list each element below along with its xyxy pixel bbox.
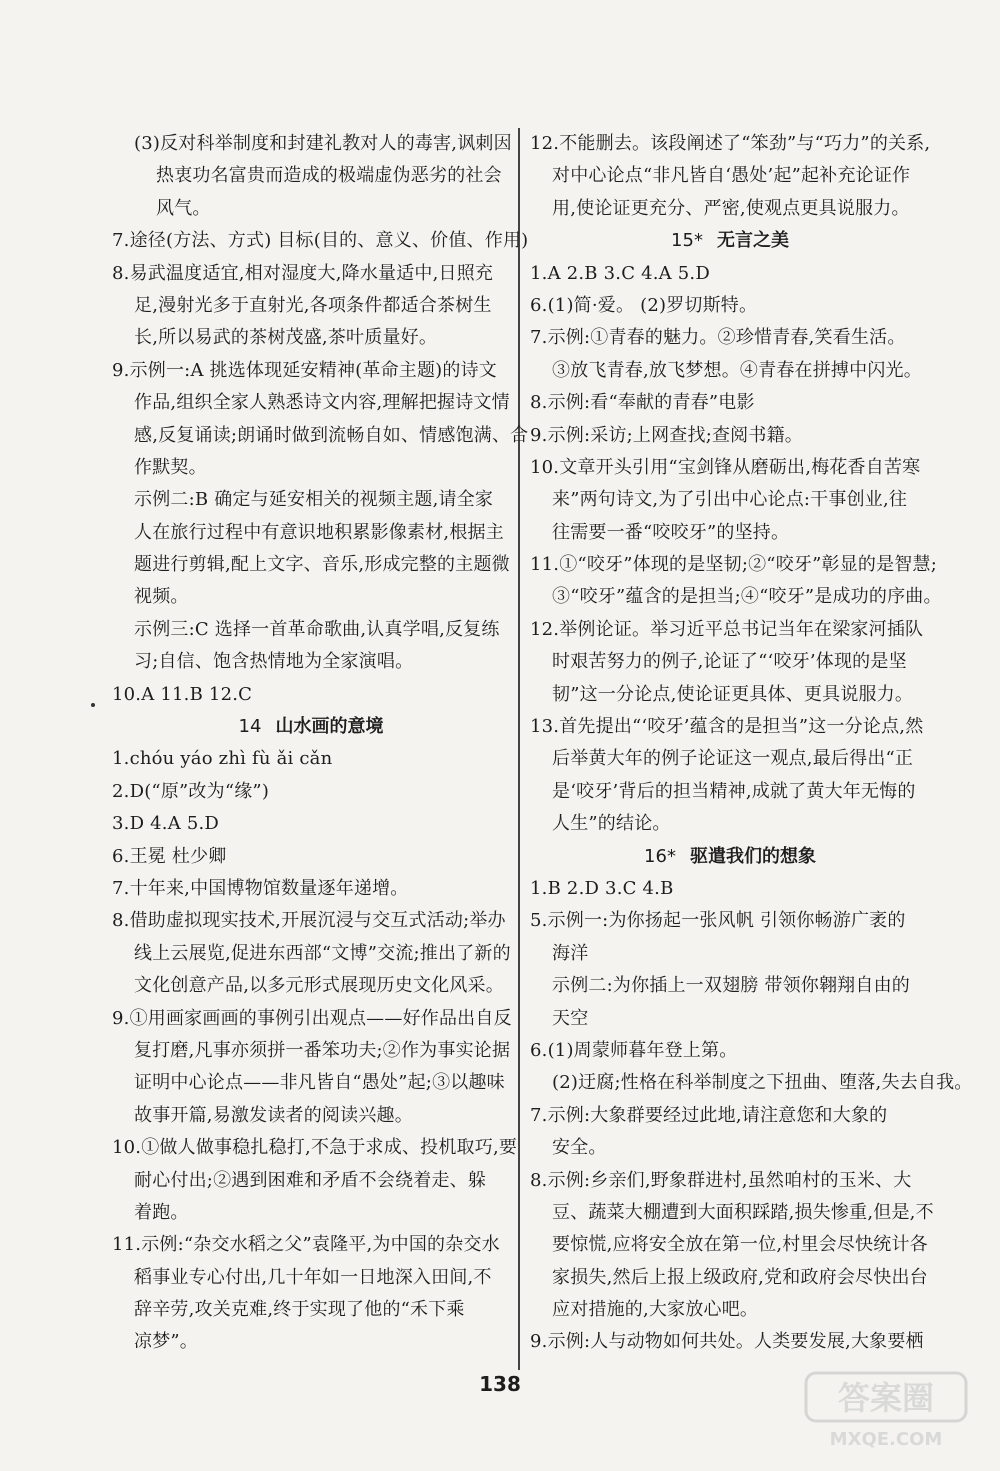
section-heading-16 [530,841,930,873]
answer-line: 豆、蔬菜大棚遭到大面积踩踏,损失惨重,但是,不 [552,1201,934,1223]
answer-line: 6.(1)周蒙师暮年登上第。 [530,1039,738,1061]
answer-line: 9.示例一:A 挑选体现延安精神(革命主题)的诗文 [112,359,498,381]
watermark-url: MXQE.COM [829,1429,943,1450]
answer-line: 长,所以易武的茶树茂盛,茶叶质量好。 [134,327,438,349]
answer-line: 耐心付出;②遇到困难和矛盾不会绕着走、躲 [134,1169,487,1191]
answer-line: 人在旅行过程中有意识地积累影像素材,根据主 [134,521,504,543]
answer-line: 热衷功名富贵而造成的极端虚伪恶劣的社会 [156,165,502,187]
answer-line: (3)反对科举制度和封建礼教对人的毒害,讽刺因 [134,133,512,154]
answer-line: 7.十年来,中国博物馆数量逐年递增。 [112,877,409,899]
answer-line: 韧”这一分论点,使论证更具体、更具说服力。 [552,683,914,705]
answer-line: 1.B 2.D 3.C 4.B [530,877,674,899]
answer-line: 后举黄大年的例子论证这一观点,最后得出“正 [552,748,914,770]
answer-line: 来”两句诗文,为了引出中心论点:干事创业,往 [552,489,908,511]
answer-line: 文化创意产品,以多元形式展现历史文化风采。 [134,975,504,997]
answer-line: 3.D 4.A 5.D [112,813,220,835]
answer-line: ③放飞青春,放飞梦想。④青春在拼搏中闪光。 [552,359,922,381]
answer-line: 感,反复诵读;朗诵时做到流畅自如、情感饱满、合 [134,424,529,446]
answer-line: 5.示例一:为你扬起一张风帆 引领你畅游广袤的 [530,910,906,932]
section-number: 16* [644,845,676,867]
answer-line: 1.chóu yáo zhì fù ǎi cǎn [112,748,333,770]
answer-line: 10.A 11.B 12.C [112,683,253,705]
answer-line: 往需要一番“咬咬牙”的坚持。 [552,521,790,543]
answer-line: 故事开篇,易激发读者的阅读兴趣。 [134,1104,413,1126]
answer-line: 时艰苦努力的例子,论证了“‘咬牙’体现的是坚 [552,651,907,673]
answer-line: 证明中心论点——非凡皆自“愚处”起;③以趣味 [134,1072,505,1094]
answer-line: ③“咬牙”蕴含的是担当;④“咬牙”是成功的序曲。 [552,586,942,608]
watermark-text: 答案圈 [837,1379,935,1417]
answer-line: 8.借助虚拟现实技术,开展沉浸与交互式活动;举办 [112,910,506,932]
answer-line: 示例二:为你插上一双翅膀 带领你翱翔自由的 [552,975,910,997]
answer-line: 线上云展览,促进东西部“文博”交流;推出了新的 [134,942,511,964]
answer-line: 足,漫射光多于直射光,各项条件都适合茶树生 [134,294,492,316]
answer-line: 8.示例:看“奉献的青春”电影 [530,392,755,414]
answer-line: 应对措施的,大家放心吧。 [552,1299,759,1321]
answer-line: 示例三:C 选择一首革命歌曲,认真学唱,反复练 [134,618,500,640]
section-heading-15 [530,225,930,257]
column-divider [518,128,520,1370]
answer-line: 作默契。 [134,456,207,478]
answer-line: 7.示例:①青春的魅力。②珍惜青春,笑看生活。 [530,327,906,349]
page-number: 138 [479,1372,521,1396]
section-title: 无言之美 [716,230,789,252]
answer-line: 12.举例论证。举习近平总书记当年在梁家河插队 [530,618,924,640]
answer-line: 题进行剪辑,配上文字、音乐,形成完整的主题微 [134,554,510,576]
answer-line: 复打磨,凡事亦须拼一番笨功夫;②作为事实论据 [134,1039,511,1061]
answer-line: 8.示例:乡亲们,野象群进村,虽然咱村的玉米、大 [530,1169,912,1191]
section-heading-14 [112,711,510,743]
section-title: 驱遣我们的想象 [689,845,816,867]
section-number: 14 [238,716,262,738]
answer-line: 着跑。 [134,1201,189,1223]
right-column [530,128,973,1359]
answer-line: 7.示例:大象群要经过此地,请注意您和大象的 [530,1104,888,1126]
answer-line: 稻事业专心付出,几十年如一日地深入田间,不 [134,1266,492,1288]
answer-line: (2)迂腐;性格在科举制度之下扭曲、堕落,失去自我。 [552,1072,973,1094]
answer-line: 风气。 [156,197,211,219]
answer-line: 习;自信、饱含热情地为全家演唱。 [134,651,414,673]
answer-line: 13.首先提出“‘咬牙’蕴含的是担当”这一分论点,然 [530,716,924,738]
watermark-logo [802,1367,972,1453]
answer-line: 作品,组织全家人熟悉诗文内容,理解把握诗文情 [134,392,510,414]
answer-line: 用,使论证更充分、严密,使观点更具说服力。 [552,197,910,219]
answer-line: 家损失,然后上报上级政府,党和政府会尽快出台 [552,1266,928,1288]
answer-line: 是‘咬牙’背后的担当精神,成就了黄大年无悔的 [552,780,916,802]
answer-line: 海洋 [552,942,589,964]
answer-line: 要惊慌,应将安全放在第一位,村里会尽快统计各 [552,1234,928,1256]
answer-line: 6.王冕 杜少卿 [112,845,227,867]
answer-line: 7.途径(方法、方式) 目标(目的、意义、价值、作用) [112,230,529,252]
answer-line: 视频。 [134,586,189,608]
answer-line: 6.(1)简·爱。 (2)罗切斯特。 [530,294,758,316]
section-number: 15* [671,230,703,252]
answer-line: 9.①用画家画画的事例引出观点——好作品出自反 [112,1007,512,1029]
answer-line: 2.D(“原”改为“缘”) [112,780,270,802]
answer-line: 8.易武温度适宜,相对湿度大,降水量适中,日照充 [112,262,494,284]
answer-line: 安全。 [552,1137,607,1159]
answer-line: 1.A 2.B 3.C 4.A 5.D [530,262,710,284]
answer-line: 11.示例:“杂交水稻之父”袁隆平,为中国的杂交水 [112,1234,500,1256]
answer-line: 对中心论点“非凡皆自‘愚处’起”起补充论证作 [552,165,911,187]
answer-line: 12.不能删去。该段阐述了“笨劲”与“巧力”的关系, [530,133,931,154]
watermark-icon [802,1367,972,1453]
answer-line: 辞辛劳,攻关克难,终于实现了他的“禾下乘 [134,1299,465,1321]
section-title: 山水画的意境 [275,716,384,738]
left-column [112,128,529,1359]
answer-line: 人生”的结论。 [552,813,671,835]
answer-line: 9.示例:人与动物如何共处。人类要发展,大象要栖 [530,1331,924,1353]
answer-line: 10.文章开头引用“宝剑锋从磨砺出,梅花香自苦寒 [530,456,921,478]
answer-line: 示例二:B 确定与延安相关的视频主题,请全家 [134,489,494,511]
answer-line: 11.①“咬牙”体现的是坚韧;②“咬牙”彰显的是智慧; [530,554,937,576]
answer-line: 9.示例:采访;上网查找;查阅书籍。 [530,424,803,446]
answer-line: 凉梦”。 [134,1331,199,1353]
answer-line: 天空 [552,1007,589,1029]
ink-speck [91,703,95,707]
answer-line: 10.①做人做事稳扎稳打,不急于求成、投机取巧,要 [112,1137,518,1159]
